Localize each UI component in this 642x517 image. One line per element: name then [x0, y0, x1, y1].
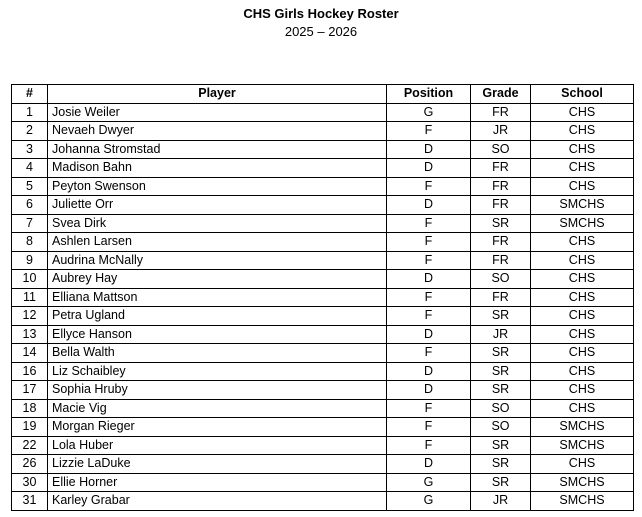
cell-grade: FR	[471, 103, 531, 122]
table-row	[12, 270, 634, 289]
cell-grade: SR	[471, 436, 531, 455]
cell-position: D	[387, 159, 471, 178]
cell-player: Lizzie LaDuke	[48, 455, 387, 474]
table-row	[12, 288, 634, 307]
cell-grade: SR	[471, 455, 531, 474]
cell-number: 19	[12, 418, 48, 437]
table-row	[12, 103, 634, 122]
cell-grade: FR	[471, 233, 531, 252]
table-row	[12, 473, 634, 492]
cell-school: CHS	[531, 455, 634, 474]
season-subtitle: 2025 – 2026	[284, 24, 358, 39]
cell-number: 3	[12, 140, 48, 159]
cell-school: CHS	[531, 140, 634, 159]
cell-player: Peyton Swenson	[48, 177, 387, 196]
cell-position: D	[387, 270, 471, 289]
cell-number: 12	[12, 307, 48, 326]
cell-player: Liz Schaibley	[48, 362, 387, 381]
cell-school: CHS	[531, 251, 634, 270]
table-row	[12, 455, 634, 474]
cell-grade: JR	[471, 122, 531, 141]
cell-player: Audrina McNally	[48, 251, 387, 270]
cell-position: D	[387, 362, 471, 381]
cell-school: CHS	[531, 103, 634, 122]
cell-number: 11	[12, 288, 48, 307]
cell-player: Svea Dirk	[48, 214, 387, 233]
table-row	[12, 418, 634, 437]
cell-school: SMCHS	[531, 418, 634, 437]
cell-grade: FR	[471, 177, 531, 196]
table-row	[12, 325, 634, 344]
cell-number: 8	[12, 233, 48, 252]
cell-position: F	[387, 214, 471, 233]
cell-school: CHS	[531, 362, 634, 381]
cell-number: 30	[12, 473, 48, 492]
cell-grade: SO	[471, 418, 531, 437]
cell-player: Bella Walth	[48, 344, 387, 363]
cell-number: 9	[12, 251, 48, 270]
cell-grade: JR	[471, 325, 531, 344]
cell-position: D	[387, 455, 471, 474]
table-row	[12, 196, 634, 215]
cell-school: CHS	[531, 307, 634, 326]
cell-position: F	[387, 418, 471, 437]
cell-number: 7	[12, 214, 48, 233]
table-row	[12, 140, 634, 159]
cell-position: F	[387, 288, 471, 307]
table-row	[12, 214, 634, 233]
cell-number: 22	[12, 436, 48, 455]
cell-number: 10	[12, 270, 48, 289]
cell-player: Macie Vig	[48, 399, 387, 418]
cell-grade: SR	[471, 381, 531, 400]
table-header-row	[12, 85, 634, 104]
cell-position: D	[387, 381, 471, 400]
cell-school: CHS	[531, 399, 634, 418]
cell-number: 5	[12, 177, 48, 196]
cell-position: F	[387, 122, 471, 141]
header-position: Position	[387, 85, 471, 104]
cell-player: Madison Bahn	[48, 159, 387, 178]
cell-number: 14	[12, 344, 48, 363]
cell-position: F	[387, 251, 471, 270]
cell-grade: SO	[471, 140, 531, 159]
cell-school: CHS	[531, 344, 634, 363]
cell-grade: SO	[471, 270, 531, 289]
cell-player: Aubrey Hay	[48, 270, 387, 289]
roster-title: CHS Girls Hockey Roster	[243, 6, 399, 21]
roster-body	[12, 103, 634, 510]
cell-school: CHS	[531, 325, 634, 344]
cell-position: D	[387, 196, 471, 215]
table-row	[12, 307, 634, 326]
table-row	[12, 362, 634, 381]
cell-player: Sophia Hruby	[48, 381, 387, 400]
roster-table	[11, 84, 634, 511]
cell-school: CHS	[531, 381, 634, 400]
cell-position: F	[387, 307, 471, 326]
cell-position: F	[387, 399, 471, 418]
cell-player: Juliette Orr	[48, 196, 387, 215]
cell-school: SMCHS	[531, 196, 634, 215]
cell-position: G	[387, 103, 471, 122]
cell-position: D	[387, 325, 471, 344]
cell-number: 31	[12, 492, 48, 511]
cell-grade: FR	[471, 251, 531, 270]
table-row	[12, 344, 634, 363]
cell-position: F	[387, 233, 471, 252]
table-row	[12, 381, 634, 400]
cell-number: 26	[12, 455, 48, 474]
cell-school: SMCHS	[531, 473, 634, 492]
cell-player: Ellie Horner	[48, 473, 387, 492]
cell-number: 17	[12, 381, 48, 400]
cell-number: 2	[12, 122, 48, 141]
cell-player: Josie Weiler	[48, 103, 387, 122]
cell-player: Nevaeh Dwyer	[48, 122, 387, 141]
cell-school: SMCHS	[531, 436, 634, 455]
cell-grade: FR	[471, 196, 531, 215]
cell-school: SMCHS	[531, 214, 634, 233]
header-player: Player	[48, 85, 387, 104]
cell-grade: FR	[471, 159, 531, 178]
table-row	[12, 251, 634, 270]
table-row	[12, 399, 634, 418]
cell-number: 6	[12, 196, 48, 215]
cell-player: Karley Grabar	[48, 492, 387, 511]
cell-position: F	[387, 344, 471, 363]
cell-number: 16	[12, 362, 48, 381]
table-row	[12, 177, 634, 196]
cell-player: Morgan Rieger	[48, 418, 387, 437]
cell-position: D	[387, 140, 471, 159]
cell-grade: SR	[471, 362, 531, 381]
cell-grade: SR	[471, 307, 531, 326]
header-school: School	[531, 85, 634, 104]
cell-position: F	[387, 436, 471, 455]
cell-player: Lola Huber	[48, 436, 387, 455]
cell-grade: SO	[471, 399, 531, 418]
cell-position: G	[387, 473, 471, 492]
cell-school: CHS	[531, 233, 634, 252]
cell-grade: JR	[471, 492, 531, 511]
cell-grade: SR	[471, 344, 531, 363]
cell-number: 4	[12, 159, 48, 178]
cell-school: CHS	[531, 270, 634, 289]
cell-player: Johanna Stromstad	[48, 140, 387, 159]
table-row	[12, 492, 634, 511]
cell-school: CHS	[531, 288, 634, 307]
table-row	[12, 436, 634, 455]
cell-position: F	[387, 177, 471, 196]
cell-school: SMCHS	[531, 492, 634, 511]
table-row	[12, 122, 634, 141]
cell-grade: SR	[471, 473, 531, 492]
cell-position: G	[387, 492, 471, 511]
table-row	[12, 233, 634, 252]
cell-school: CHS	[531, 122, 634, 141]
cell-number: 13	[12, 325, 48, 344]
cell-grade: SR	[471, 214, 531, 233]
table-row	[12, 159, 634, 178]
header-number: #	[12, 85, 48, 104]
cell-number: 18	[12, 399, 48, 418]
cell-player: Ashlen Larsen	[48, 233, 387, 252]
header-grade: Grade	[471, 85, 531, 104]
cell-player: Petra Ugland	[48, 307, 387, 326]
cell-school: CHS	[531, 177, 634, 196]
cell-player: Elliana Mattson	[48, 288, 387, 307]
cell-school: CHS	[531, 159, 634, 178]
cell-number: 1	[12, 103, 48, 122]
cell-player: Ellyce Hanson	[48, 325, 387, 344]
cell-grade: FR	[471, 288, 531, 307]
